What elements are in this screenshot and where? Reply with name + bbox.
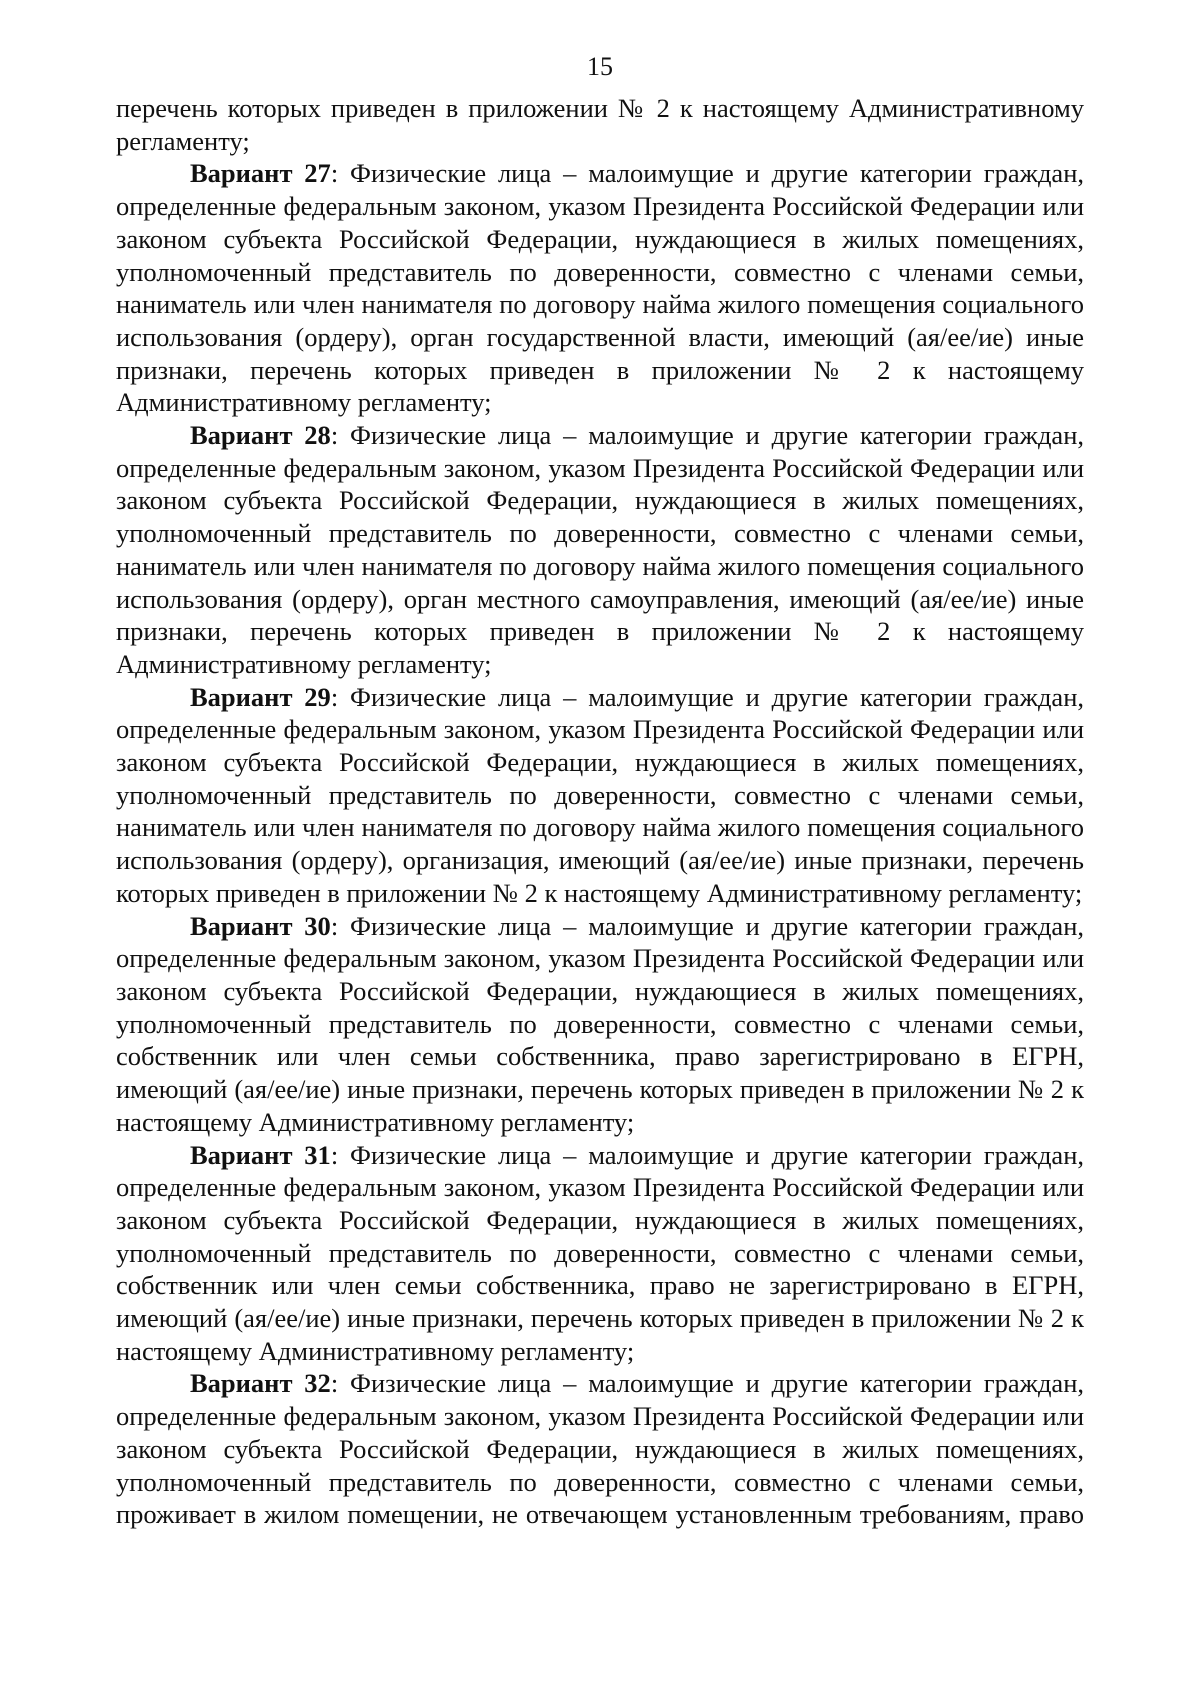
variant-text: : Физические лица – малоимущие и другие категории граждан, определенные федеральным законом, указом Президента Российской Федерации или законом субъекта Российской Федерации, нуждающиеся в жилых помещениях, уполномоченный представитель по доверенности, совместно с членами семьи, наниматель или член нанимателя по договору найма жилого помещения социального использования (ордеру), организация, имеющий (ая/ее/ие) иные признаки, перечень которых приведен в приложении № 2 к настоящему Административному регламенту; [116,681,1084,908]
variant-label: Вариант 32 [190,1368,331,1399]
variant-text: : Физические лица – малоимущие и другие категории граждан, определенные федеральным законом, указом Президента Российской Федерации или законом субъекта Российской Федерации, нуждающиеся в жилых помещениях, уполномоченный представитель по доверенности, совместно с членами семьи, наниматель или член нанимателя по договору найма жилого помещения социального использования (ордеру), орган государственной власти, имеющий (ая/ее/ие) иные признаки, перечень которых приведен в приложении № 2 к настоящему Административному регламенту; [116,158,1084,418]
variant-text: : Физические лица – малоимущие и другие категории граждан, определенные федеральным законом, указом Президента Российской Федерации или законом субъекта Российской Федерации, нуждающиеся в жилых помещениях, уполномоченный представитель по доверенности, совместно с членами семьи, наниматель или член нанимателя по договору найма жилого помещения социального использования (ордеру), орган местного самоуправления, имеющий (ая/ее/ие) иные признаки, перечень которых приведен в приложении № 2 к настоящему Административному регламенту; [116,420,1084,679]
variant-label: Вариант 27 [190,158,331,189]
variant-text: : Физические лица – малоимущие и другие категории граждан, определенные федеральным законом, указом Президента Российской Федерации или законом субъекта Российской Федерации, нуждающиеся в жилых помещениях, уполномоченный представитель по доверенности, совместно с членами семьи, проживает в жилом помещении, не отвечающем установленным требованиям, право [116,1368,1084,1530]
variant-label: Вариант 29 [190,681,331,712]
document-body [116,92,1084,1531]
variant-31-paragraph [116,1139,1084,1368]
variant-30-paragraph [116,910,1084,1139]
variant-32-paragraph [116,1367,1084,1531]
intro-paragraph: перечень которых приведен в приложении № 2 к настоящему Административному регламенту; [116,93,1084,156]
variant-27-paragraph [116,157,1084,419]
variant-label: Вариант 28 [190,420,331,451]
page-number: 15 [587,52,613,81]
variant-label: Вариант 31 [190,1139,331,1170]
variant-text: : Физические лица – малоимущие и другие категории граждан, определенные федеральным законом, указом Президента Российской Федерации или законом субъекта Российской Федерации, нуждающиеся в жилых помещениях, уполномоченный представитель по доверенности, совместно с членами семьи, собственник или член семьи собственника, право зарегистрировано в ЕГРН, имеющий (ая/ее/ие) иные признаки, перечень которых приведен в приложении № 2 к настоящему Административному регламенту; [116,910,1084,1137]
variant-label: Вариант 30 [190,910,331,941]
variant-29-paragraph [116,681,1084,910]
variant-28-paragraph [116,419,1084,681]
variant-text: : Физические лица – малоимущие и другие категории граждан, определенные федеральным законом, указом Президента Российской Федерации или законом субъекта Российской Федерации, нуждающиеся в жилых помещениях, уполномоченный представитель по доверенности, совместно с членами семьи, собственник или член семьи собственника, право не зарегистрировано в ЕГРН, имеющий (ая/ее/ие) иные признаки, перечень которых приведен в приложении № 2 к настоящему Административному регламенту; [116,1139,1084,1366]
